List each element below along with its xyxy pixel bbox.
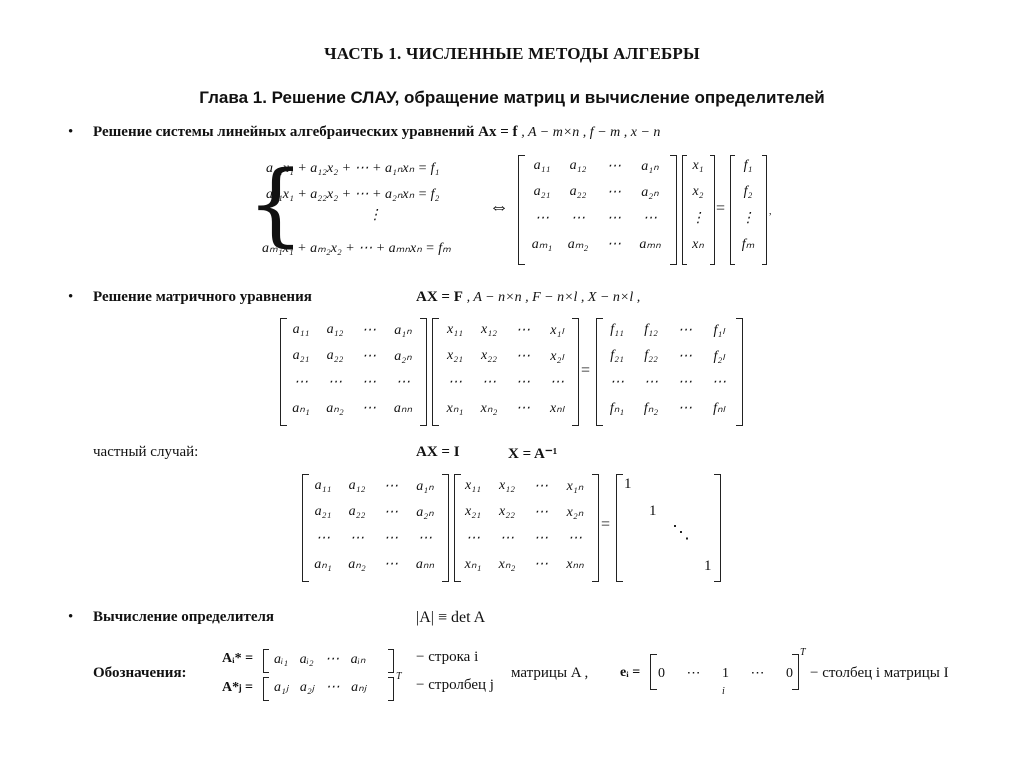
section-slau [93,124,660,141]
col-label: − стролбец j [416,677,494,693]
matrix-x-cell: x₂ₙ [566,505,584,520]
matrix-bracket-right [572,318,579,426]
matrix-a-cell: aₙ₂ [326,401,344,416]
matrix-x-cell: ⋯ [466,531,480,546]
matrix-a-cell: a₂₂ [326,348,344,363]
matrix-x-cell: xₙ₂ [498,557,516,572]
matrix-x-cell: x₂₁ [465,504,481,519]
unit-label: − столбец i матрицы I [810,665,949,681]
matrix-x-cell: x₁₂ [481,322,497,337]
matrix-x-cell: x₂₂ [481,348,497,363]
matrix-f-cell: f₁₁ [610,322,624,337]
matrix-x-cell: ⋯ [568,531,582,546]
matrix-x-cell: xₙ₂ [480,401,498,416]
matrix-x-cell: ⋯ [516,323,530,338]
matrix-a-cell: aₙₙ [393,401,413,416]
matrix-x-cell: ⋯ [516,375,530,390]
vector-x-cell: ⋮ [691,211,705,226]
matrix-a-cell: a₂₂ [569,184,587,199]
system-row-3: ⋮ [368,208,382,223]
row-vector: aᵢ₁ aᵢ₂ ⋯ aᵢₙ [274,652,366,667]
matrix-eq-heading: Решение матричного уравнения [93,289,312,305]
matrix-f-cell: ⋯ [678,323,692,338]
matrix-x-cell: ⋯ [534,505,548,520]
matrix-x-cell: ⋯ [516,401,530,416]
matrix-a-cell: ⋯ [607,159,621,174]
matrix-x-cell: ⋯ [550,375,564,390]
vector-f-cell: f₁ [743,158,753,173]
matrix-x-cell: ⋯ [448,375,462,390]
matrix-x-cell: x₁₁ [465,478,481,493]
chapter-title: Глава 1. Решение СЛАУ, обращение матриц и вычисление определителей [199,88,825,107]
matrix-f-cell: fₙ₂ [643,401,659,416]
notation-heading: Обозначения: [93,665,187,681]
identity-one: 1 [624,476,632,492]
matrix-x-cell: x₁ₙ [566,479,584,494]
system-row-4: aₘ₁x₁ + aₘ₂x₂ + ⋯ + aₘₙxₙ = fₘ [262,241,451,256]
vector-x-cell: x₂ [692,184,704,199]
vector-f-cell: f₂ [743,184,753,199]
col-bracket-left [263,677,269,701]
matrix-a-cell: ⋯ [607,237,621,252]
identity-bracket-left [616,474,623,582]
matrix-f-cell: f₂ₗ [713,349,725,364]
of-matrix-a: матрицы A , [511,665,589,681]
matrix-f-cell: f₁ₗ [713,323,725,338]
matrix-x-cell: xₙₗ [549,401,565,416]
matrix-a-cell: a₂₂ [348,504,366,519]
unit-bracket-right [792,654,799,690]
system-brace: { [247,152,305,257]
matrix-eq-equation: AX = F [416,289,463,305]
matrix-a-cell: ⋯ [571,211,585,226]
row-notation-lhs: Aᵢ* = [222,651,254,666]
special-case-eq2: X = A⁻¹ [508,446,558,462]
matrix-a-cell: ⋯ [607,185,621,200]
matrix-a-cell: ⋯ [643,211,657,226]
matrix-a-cell: aₘₙ [639,237,661,252]
matrix-a-cell: a₁₂ [569,158,587,173]
matrix-a-cell: ⋯ [362,375,376,390]
col-vector: a₁ⱼ a₂ⱼ ⋯ aₙⱼ [274,680,367,695]
bullet-3: • [68,609,74,625]
matrix-f-cell: fₙ₁ [609,401,625,416]
matrix-f-cell: ⋯ [644,375,658,390]
matrix-a-cell: a₁ₙ [641,159,659,174]
matrix-f-cell: f₂₁ [610,348,624,363]
special-case-label: частный случай: [93,444,199,460]
matrix-x-cell: ⋯ [534,557,548,572]
matrix-x-cell: x₁₁ [447,322,463,337]
matrix-x-cell: ⋯ [534,479,548,494]
matrix-a-cell: a₂ₙ [641,185,659,200]
vector-f-cell: fₘ [741,237,755,252]
identity-one: 1 [649,503,657,519]
equals-sign: = [601,516,611,533]
matrix-a-cell: a₂ₙ [394,349,412,364]
bullet-2: • [68,289,74,305]
matrix-a-cell: ⋯ [384,479,398,494]
matrix-x-cell: ⋯ [500,531,514,546]
matrix-a-cell: aₙ₁ [314,557,332,572]
page-title: ЧАСТЬ 1. ЧИСЛЕННЫЕ МЕТОДЫ АЛГЕБРЫ [324,44,700,63]
matrix-a-cell: ⋯ [362,401,376,416]
matrix-a-cell: a₁ₙ [394,323,412,338]
matrix-a-cell: a₂ₙ [416,505,434,520]
matrix-a-cell: a₁ₙ [416,479,434,494]
matrix-x-cell: ⋯ [516,349,530,364]
matrix-bracket-right [592,474,599,582]
matrix-a-cell: ⋯ [362,323,376,338]
matrix-f-cell: f₁₂ [644,322,658,337]
determinant-formula: |A| ≡ det A [416,609,486,626]
vector-bracket-right [762,155,767,265]
identity-dots: ⋱ [672,522,690,542]
unit-vector-index: i [722,686,725,697]
matrix-bracket-right [736,318,743,426]
matrix-x-cell: xₙₙ [566,557,584,572]
vector-bracket-right [710,155,715,265]
vector-f-cell: ⋮ [741,211,755,226]
row-bracket-left [263,649,269,673]
matrix-a-cell: ⋯ [294,375,308,390]
matrix-bracket-right [670,155,677,265]
matrix-f-cell: ⋯ [678,375,692,390]
unit-bracket-left [650,654,657,690]
matrix-a-cell: aₘ₂ [567,237,589,252]
matrix-a-cell: ⋯ [316,531,330,546]
matrix-a-cell: a₁₂ [326,322,344,337]
matrix-a-cell: ⋯ [384,531,398,546]
vector-x-cell: xₙ [692,237,704,252]
matrix-a-cell: ⋯ [384,557,398,572]
matrix-a-cell: ⋯ [328,375,342,390]
matrix-a-cell: ⋯ [396,375,410,390]
matrix-eq-formula [416,289,640,306]
col-transpose: T [396,671,402,682]
matrix-a-cell: a₂₁ [533,184,551,199]
unit-vector-lhs: eᵢ = [620,665,641,680]
matrix-a-cell: a₂₁ [314,504,332,519]
matrix-a-cell: aₙ₂ [348,557,366,572]
matrix-a-cell: a₂₁ [292,348,310,363]
equals-sign: = [716,200,726,217]
matrix-f-cell: ⋯ [678,401,692,416]
trailing-comma: , [769,206,772,217]
bullet-1: • [68,124,74,140]
matrix-bracket-right [420,318,427,426]
matrix-x-cell: ⋯ [534,531,548,546]
unit-vector: 0 ⋯ 1 ⋯ 0 [658,666,793,681]
matrix-a-cell: aₙₙ [415,557,435,572]
matrix-f-cell: ⋯ [610,375,624,390]
matrix-x-cell: ⋯ [482,375,496,390]
matrix-a-cell: aₙ₁ [292,401,310,416]
matrix-f-cell: ⋯ [678,349,692,364]
vector-x-cell: x₁ [692,158,704,173]
row-bracket-right [388,649,394,673]
matrix-f-cell: ⋯ [712,375,726,390]
system-row-2: a₂₁x₁ + a₂₂x₂ + ⋯ + a₂ₙxₙ = f₂ [266,187,440,202]
special-case-eq1: AX = I [416,444,460,460]
matrix-a-cell: ⋯ [362,349,376,364]
equivalence-icon: ⇔ [489,196,509,218]
matrix-a-cell: a₁₂ [348,478,366,493]
system-row-1: a₁₁x₁ + a₁₂x₂ + ⋯ + a₁ₙxₙ = f₁ [266,161,440,176]
slau-dims: , A − m×n , f − m , x − n [521,125,661,140]
matrix-a-cell: ⋯ [350,531,364,546]
matrix-a-cell: a₁₁ [292,322,310,337]
matrix-bracket-right [442,474,449,582]
matrix-f-cell: f₂₂ [644,348,658,363]
matrix-f-cell: fₙₗ [713,401,725,416]
slau-heading: Решение системы линейных алгебраических уравнений [93,124,475,140]
identity-one: 1 [704,558,712,574]
matrix-x-cell: x₂₂ [499,504,515,519]
equals-sign: = [581,362,591,379]
matrix-a-cell: a₁₁ [314,478,332,493]
matrix-eq-dims: , A − n×n , F − n×l , X − n×l , [466,290,641,305]
matrix-a-cell: aₘ₁ [531,237,553,252]
row-label: − строка i [416,649,479,665]
col-notation-lhs: A*ⱼ = [222,680,254,695]
matrix-a-cell: ⋯ [607,211,621,226]
identity-bracket-right [714,474,721,582]
matrix-a-cell: ⋯ [384,505,398,520]
matrix-a-cell: a₁₁ [533,158,551,173]
matrix-a-cell: ⋯ [535,211,549,226]
matrix-a-cell: ⋯ [418,531,432,546]
matrix-x-cell: x₁ₗ [550,323,564,338]
unit-transpose: T [800,647,806,658]
determinant-heading: Вычисление определителя [93,609,275,625]
matrix-x-cell: xₙ₁ [446,401,464,416]
slau-equation: Ax = f [478,124,518,140]
matrix-x-cell: x₂ₗ [550,349,564,364]
matrix-x-cell: x₂₁ [447,348,463,363]
matrix-x-cell: x₁₂ [499,478,515,493]
col-bracket-right [388,677,394,701]
matrix-x-cell: xₙ₁ [464,557,482,572]
